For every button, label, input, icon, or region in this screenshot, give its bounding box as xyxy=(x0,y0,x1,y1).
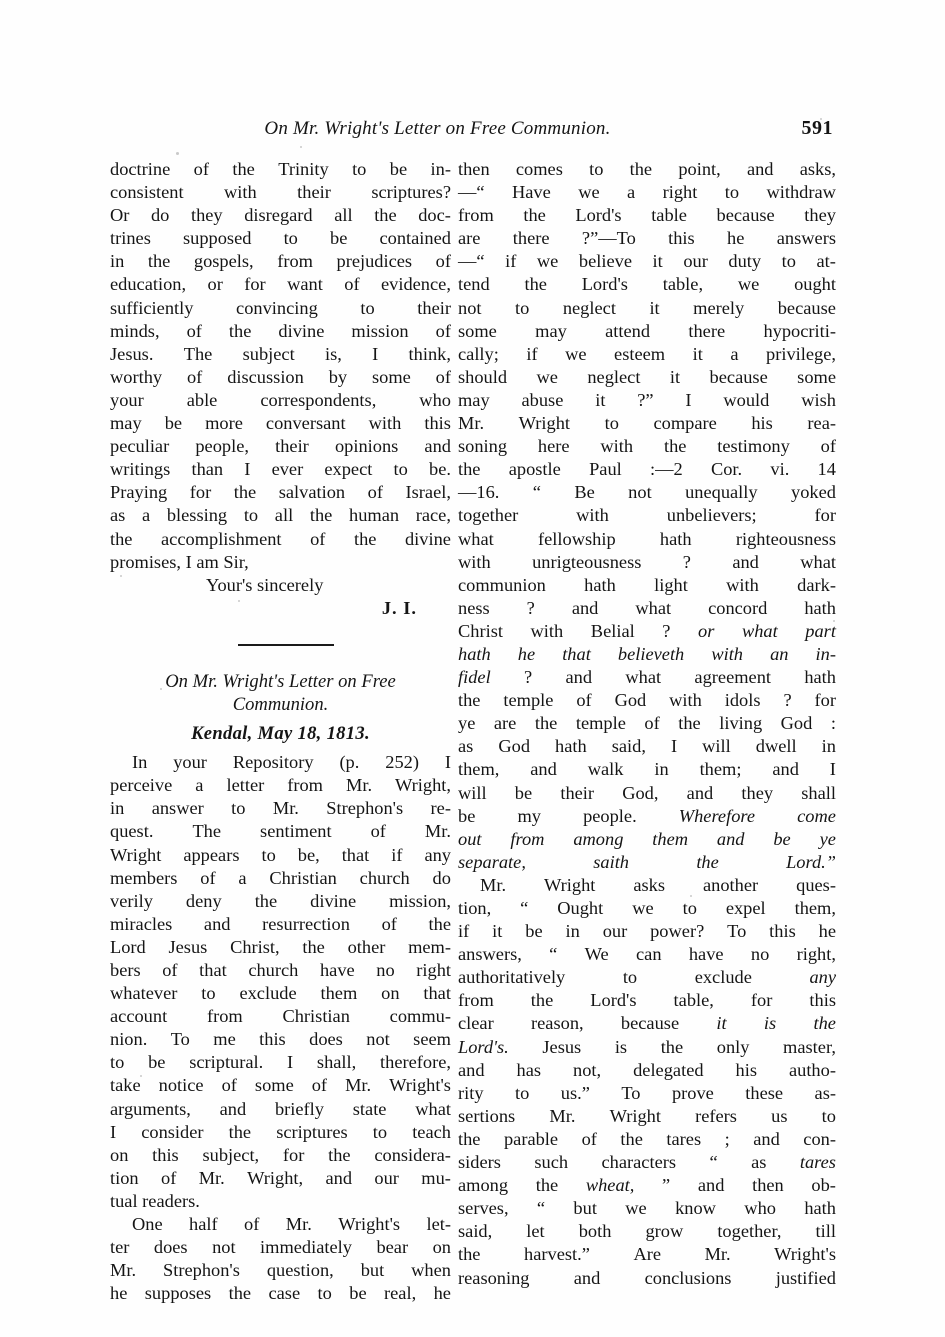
text-line: consistent with their scriptures? xyxy=(110,182,451,203)
text-line: Christ with Belial ? or what part xyxy=(458,620,836,641)
text-line: your able correspondents, who xyxy=(110,389,451,410)
dateline: Kendal, May 18, 1813. xyxy=(191,723,370,745)
text-line: Mr. Wright to compare his rea- xyxy=(458,413,836,434)
text-line: account from Christian commu- xyxy=(110,1006,451,1027)
article-title-line-1: On Mr. Wright's Letter on Free xyxy=(165,670,396,692)
text-line: if it be in our power? To this he xyxy=(458,921,836,942)
text-line: he supposes the case to be real, he xyxy=(110,1283,451,1304)
text-line: the harvest.” Are Mr. Wright's xyxy=(458,1244,836,1265)
text-line: tend the Lord's table, we ought xyxy=(458,274,836,295)
column-right xyxy=(458,158,836,1290)
text-line: as a blessing to all the human race, xyxy=(110,505,451,526)
text-line: siders such characters “ as tares xyxy=(458,1152,836,1173)
text-line: in the gospels, from prejudices of xyxy=(110,251,451,272)
text-line: trines supposed to be contained xyxy=(110,228,451,249)
text-line: out from among them and be ye xyxy=(458,828,836,849)
text-line: separate, saith the Lord.” xyxy=(458,851,836,872)
text-line: arguments, and briefly state what xyxy=(110,1098,451,1119)
text-line: tual readers. xyxy=(110,1190,200,1211)
text-line: worthy of discussion by some of xyxy=(110,366,451,387)
text-line: bers of that church have no right xyxy=(110,960,451,980)
text-line: sufficiently convincing to their xyxy=(110,297,451,318)
column-left xyxy=(110,158,451,1305)
text-line: Lord Jesus Christ, the other mem- xyxy=(110,936,451,957)
text-line: then comes to the point, and asks, xyxy=(458,159,836,179)
text-line: sertions Mr. Wright refers us to xyxy=(458,1105,836,1126)
text-line: ter does not immediately bear on xyxy=(110,1237,451,1258)
text-line: should we neglect it because some xyxy=(458,366,836,387)
text-line: I consider the scriptures to teach xyxy=(110,1121,451,1142)
article-body-left xyxy=(110,751,451,1305)
text-line: writings than I ever expect to be. xyxy=(110,459,451,480)
text-line: communion hath light with dark- xyxy=(458,574,836,595)
text-line: One half of Mr. Wright's let- xyxy=(132,1214,451,1235)
text-line: miracles and resurrection of the xyxy=(110,913,451,934)
text-line: Lord's. Jesus is the only master, xyxy=(458,1036,836,1057)
text-line: the apostle Paul :—2 Cor. vi. 14 xyxy=(458,459,836,480)
text-line: ye are the temple of the living God : xyxy=(458,713,836,734)
text-line: ness ? and what concord hath xyxy=(458,597,836,618)
text-line: authoritatively to exclude any xyxy=(458,967,836,988)
text-line: education, or for want of evidence, xyxy=(110,274,451,295)
text-line: doctrine of the Trinity to be in- xyxy=(110,159,451,179)
article-title-line-2: Communion. xyxy=(232,693,329,715)
text-line: whatever to exclude them on that xyxy=(110,983,451,1004)
text-line: members of a Christian church do xyxy=(110,867,451,888)
text-line: on this subject, for the considera- xyxy=(110,1144,451,1165)
text-line: answers, “ We can have no right, xyxy=(458,944,836,965)
text-line: hath he that believeth with an in- xyxy=(458,643,836,664)
text-line: together with unbelievers; for xyxy=(458,505,836,526)
text-line: from the Lord's table because they xyxy=(458,205,836,226)
text-line: the temple of God with idols ? for xyxy=(458,690,836,711)
text-line: and has not, delegated his autho- xyxy=(458,1059,836,1080)
text-line: said, let both grow together, till xyxy=(458,1221,836,1242)
text-line: be my people. Wherefore come xyxy=(458,805,836,826)
text-line: perceive a letter from Mr. Wright, xyxy=(110,775,451,796)
text-line: reasoning and conclusions justified xyxy=(458,1267,836,1288)
text-line: from the Lord's table, for this xyxy=(458,990,836,1011)
text-line: soning here with the testimony of xyxy=(458,436,836,457)
text-line: the accomplishment of the divine xyxy=(110,528,451,549)
text-line: among the wheat, ” and then ob- xyxy=(458,1175,836,1196)
text-line: Praying for the salvation of Israel, xyxy=(110,482,451,503)
text-line: as God hath said, I will dwell in xyxy=(458,736,836,757)
signature-closing: Your's sincerely xyxy=(206,574,324,595)
text-line: Jesus. The subject is, I think, xyxy=(110,343,451,364)
text-line: verily deny the divine mission, xyxy=(110,890,451,911)
text-line: the parable of the tares ; and con- xyxy=(458,1128,836,1149)
text-line: fidel ? and what agreement hath xyxy=(458,667,836,688)
text-line: what fellowship hath righteousness xyxy=(458,528,836,549)
letter-conclusion-text xyxy=(110,158,451,574)
text-line: in answer to Mr. Strephon's re- xyxy=(110,798,451,819)
text-line: not to neglect it merely because xyxy=(458,297,836,318)
text-line: will be their God, and they shall xyxy=(458,782,836,803)
text-line: them, and walk in them; and I xyxy=(458,759,836,780)
running-head xyxy=(110,118,835,144)
text-line: tion, “ Ought we to expel them, xyxy=(458,898,836,918)
text-line: quest. The sentiment of Mr. xyxy=(110,821,451,842)
text-line: cally; if we esteem it a privilege, xyxy=(458,343,836,364)
text-line: serves, “ but we know who hath xyxy=(458,1198,836,1219)
text-line: are there ?”—To this he answers xyxy=(458,228,836,249)
text-line: minds, of the divine mission of xyxy=(110,320,451,341)
text-line: take notice of some of Mr. Wright's xyxy=(110,1075,451,1096)
page-number: 591 xyxy=(801,117,833,139)
text-line: Wright appears to be, that if any xyxy=(110,844,451,865)
text-line: clear reason, because it is the xyxy=(458,1013,836,1034)
text-line: Or do they disregard all the doc- xyxy=(110,205,451,226)
text-line: tion of Mr. Wright, and our mu- xyxy=(110,1167,451,1188)
text-line: Mr. Strephon's question, but when xyxy=(110,1260,451,1281)
text-line: with unrigteousness ? and what xyxy=(458,551,836,572)
text-line: peculiar people, their opinions and xyxy=(110,436,451,457)
running-head-title: On Mr. Wright's Letter on Free Communion. xyxy=(264,118,611,139)
text-line: some may attend there hypocriti- xyxy=(458,320,836,341)
text-line: —“ Have we a right to withdraw xyxy=(458,182,836,203)
text-line: promises, I am Sir, xyxy=(110,551,249,572)
text-line: —16. “ Be not unequally yoked xyxy=(458,482,836,503)
text-line: to be scriptural. I shall, therefore, xyxy=(110,1052,451,1073)
text-line: —“ if we believe it our duty to at- xyxy=(458,251,836,272)
text-line: nion. To me this does not seem xyxy=(110,1029,451,1050)
text-line: may abuse it ?” I would wish xyxy=(458,389,836,410)
text-line: In your Repository (p. 252) I xyxy=(132,752,451,773)
section-divider xyxy=(110,630,451,660)
signature-name: J. I. xyxy=(381,597,417,618)
text-line: rity to us.” To prove these as- xyxy=(458,1082,836,1103)
article-body-right xyxy=(458,158,836,1290)
text-line: Mr. Wright asks another ques- xyxy=(480,874,836,895)
text-line: may be more conversant with this xyxy=(110,413,451,434)
